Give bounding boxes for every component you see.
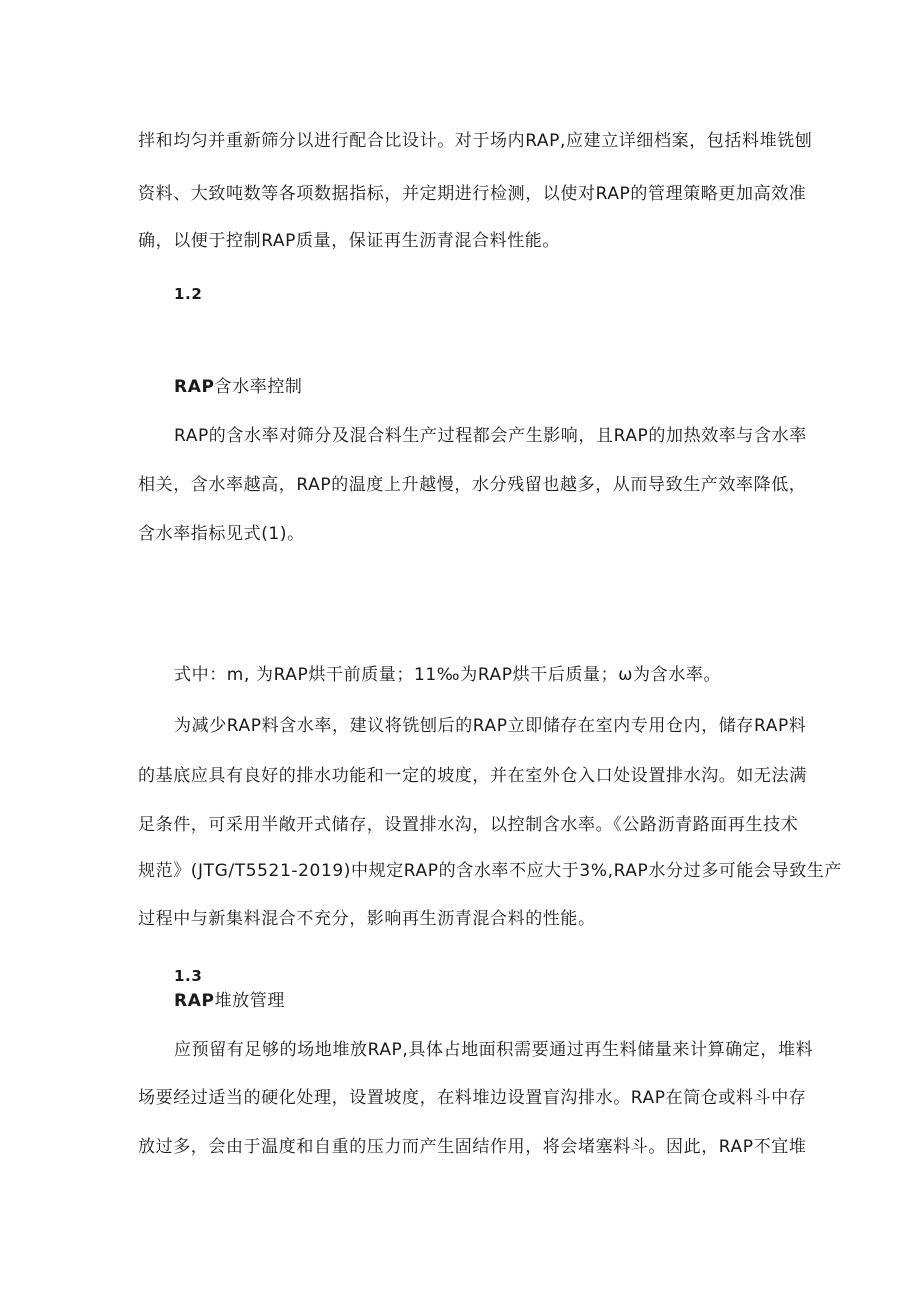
paragraph-1-line-1: 拌和均匀并重新筛分以进行配合比设计。对于场内RAP,应建立详细档案，包括料堆铣刨 — [138, 131, 813, 151]
paragraph-3-line-1: 为减少RAP料含水率，建议将铣刨后的RAP立即储存在室内专用仓内，储存RAP料 — [174, 716, 807, 736]
section-1-2-title-rest: 含水率控制 — [214, 377, 303, 397]
paragraph-3-line-4: 规范》(JTG/T5521-2019)中规定RAP的含水率不应大于3%,RAP水分过多可能会导致生产 — [138, 861, 842, 881]
paragraph-1-line-2: 资料、大致吨数等各项数据指标，并定期进行检测，以使对RAP的管理策略更加高效准 — [138, 184, 807, 204]
paragraph-4-line-2: 场要经过适当的硬化处理，设置坡度，在料堆边设置盲沟排水。RAP在筒仓或料斗中存 — [138, 1088, 807, 1108]
paragraph-3-line-2: 的基底应具有良好的排水功能和一定的坡度，并在室外仓入口处设置排水沟。如无法满 — [138, 766, 807, 786]
section-1-2-title — [174, 374, 303, 400]
section-1-2-title-bold: RAP — [174, 377, 215, 397]
section-1-3-title-bold: RAP — [174, 991, 215, 1011]
paragraph-2-line-3: 含水率指标见式(1)。 — [138, 524, 305, 544]
section-1-3-number: 1.3 — [174, 967, 203, 985]
section-1-3-title-rest: 堆放管理 — [214, 991, 285, 1011]
paragraph-1-line-3: 确，以便于控制RAP质量，保证再生沥青混合料性能。 — [138, 231, 561, 251]
paragraph-3-line-5: 过程中与新集料混合不充分，影响再生沥青混合料的性能。 — [138, 909, 596, 929]
section-1-3-title — [174, 988, 285, 1014]
paragraph-4-line-1: 应预留有足够的场地堆放RAP,具体占地面积需要通过再生料储量来计算确定，堆料 — [174, 1040, 814, 1060]
paragraph-2-line-1: RAP的含水率对筛分及混合料生产过程都会产生影响，且RAP的加热效率与含水率 — [174, 426, 807, 446]
formula-note: 式中：m, 为RAP烘干前质量；11‰为RAP烘干后质量；ω为含水率。 — [174, 665, 722, 685]
section-1-2-number: 1.2 — [174, 285, 203, 303]
paragraph-3-line-3: 足条件，可采用半敞开式储存，设置排水沟，以控制含水率。《公路沥青路面再生技术 — [138, 815, 799, 835]
paragraph-2-line-2: 相关，含水率越高，RAP的温度上升越慢，水分残留也越多，从而导致生产效率降低， — [138, 475, 807, 495]
paragraph-4-line-3: 放过多，会由于温度和自重的压力而产生固结作用，将会堵塞料斗。因此，RAP不宜堆 — [138, 1137, 807, 1157]
